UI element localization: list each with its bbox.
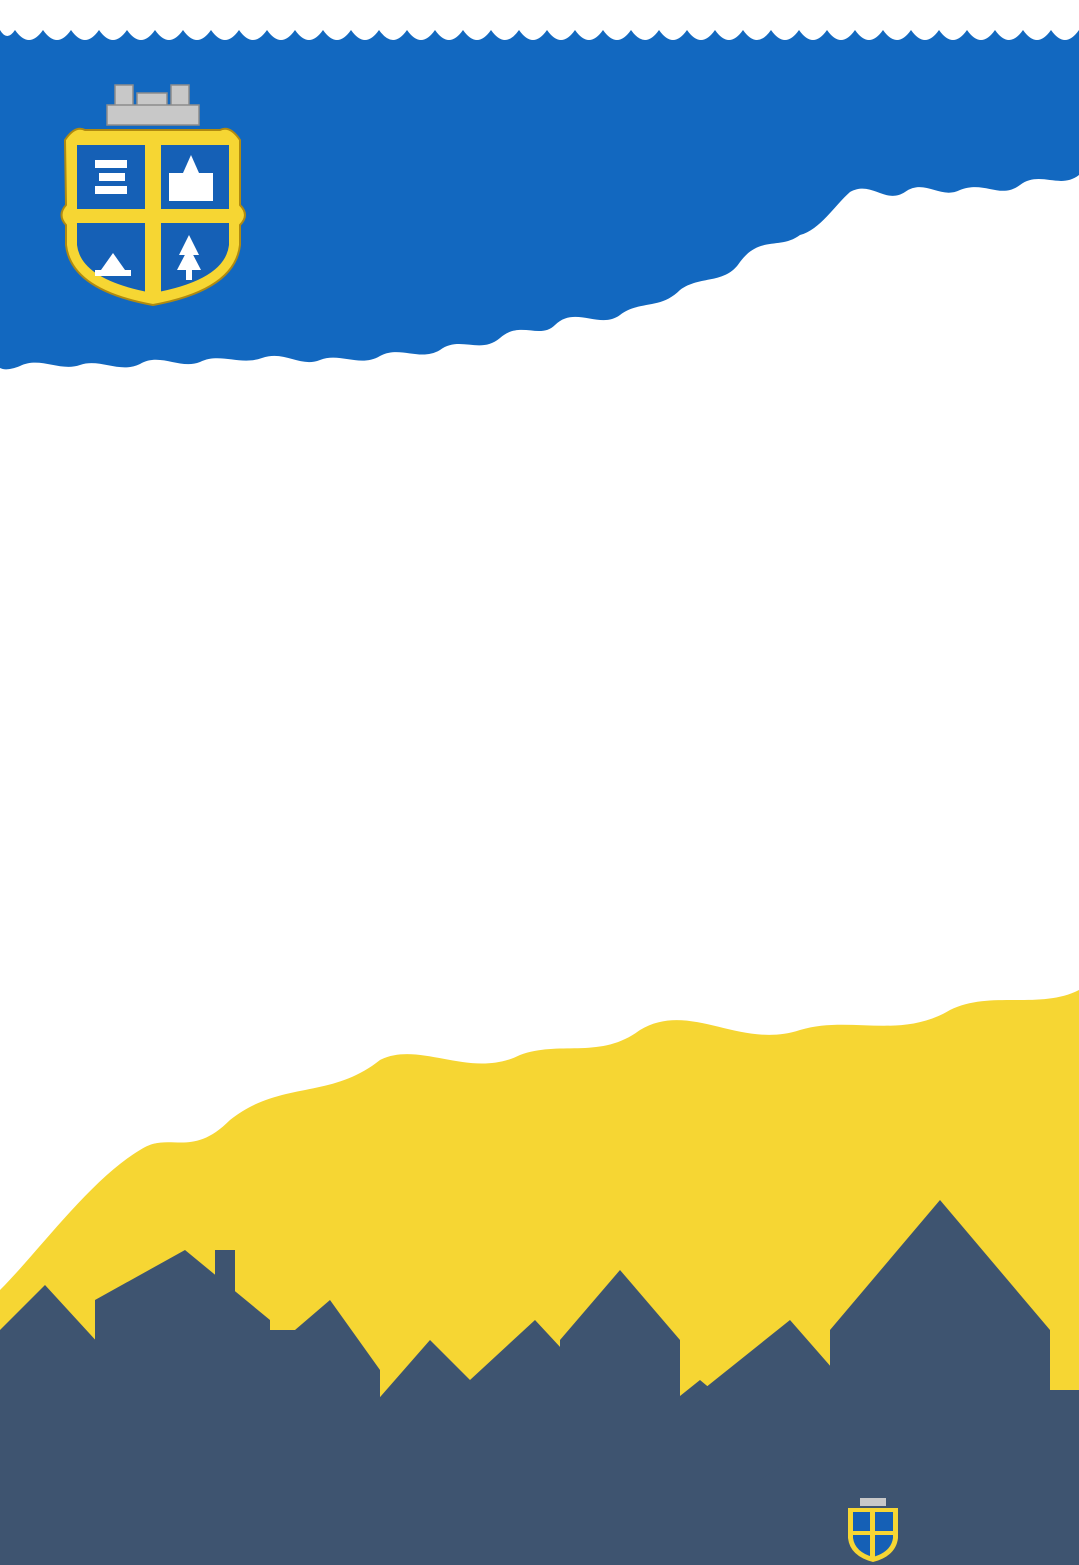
top-ornament-band (0, 0, 1079, 40)
